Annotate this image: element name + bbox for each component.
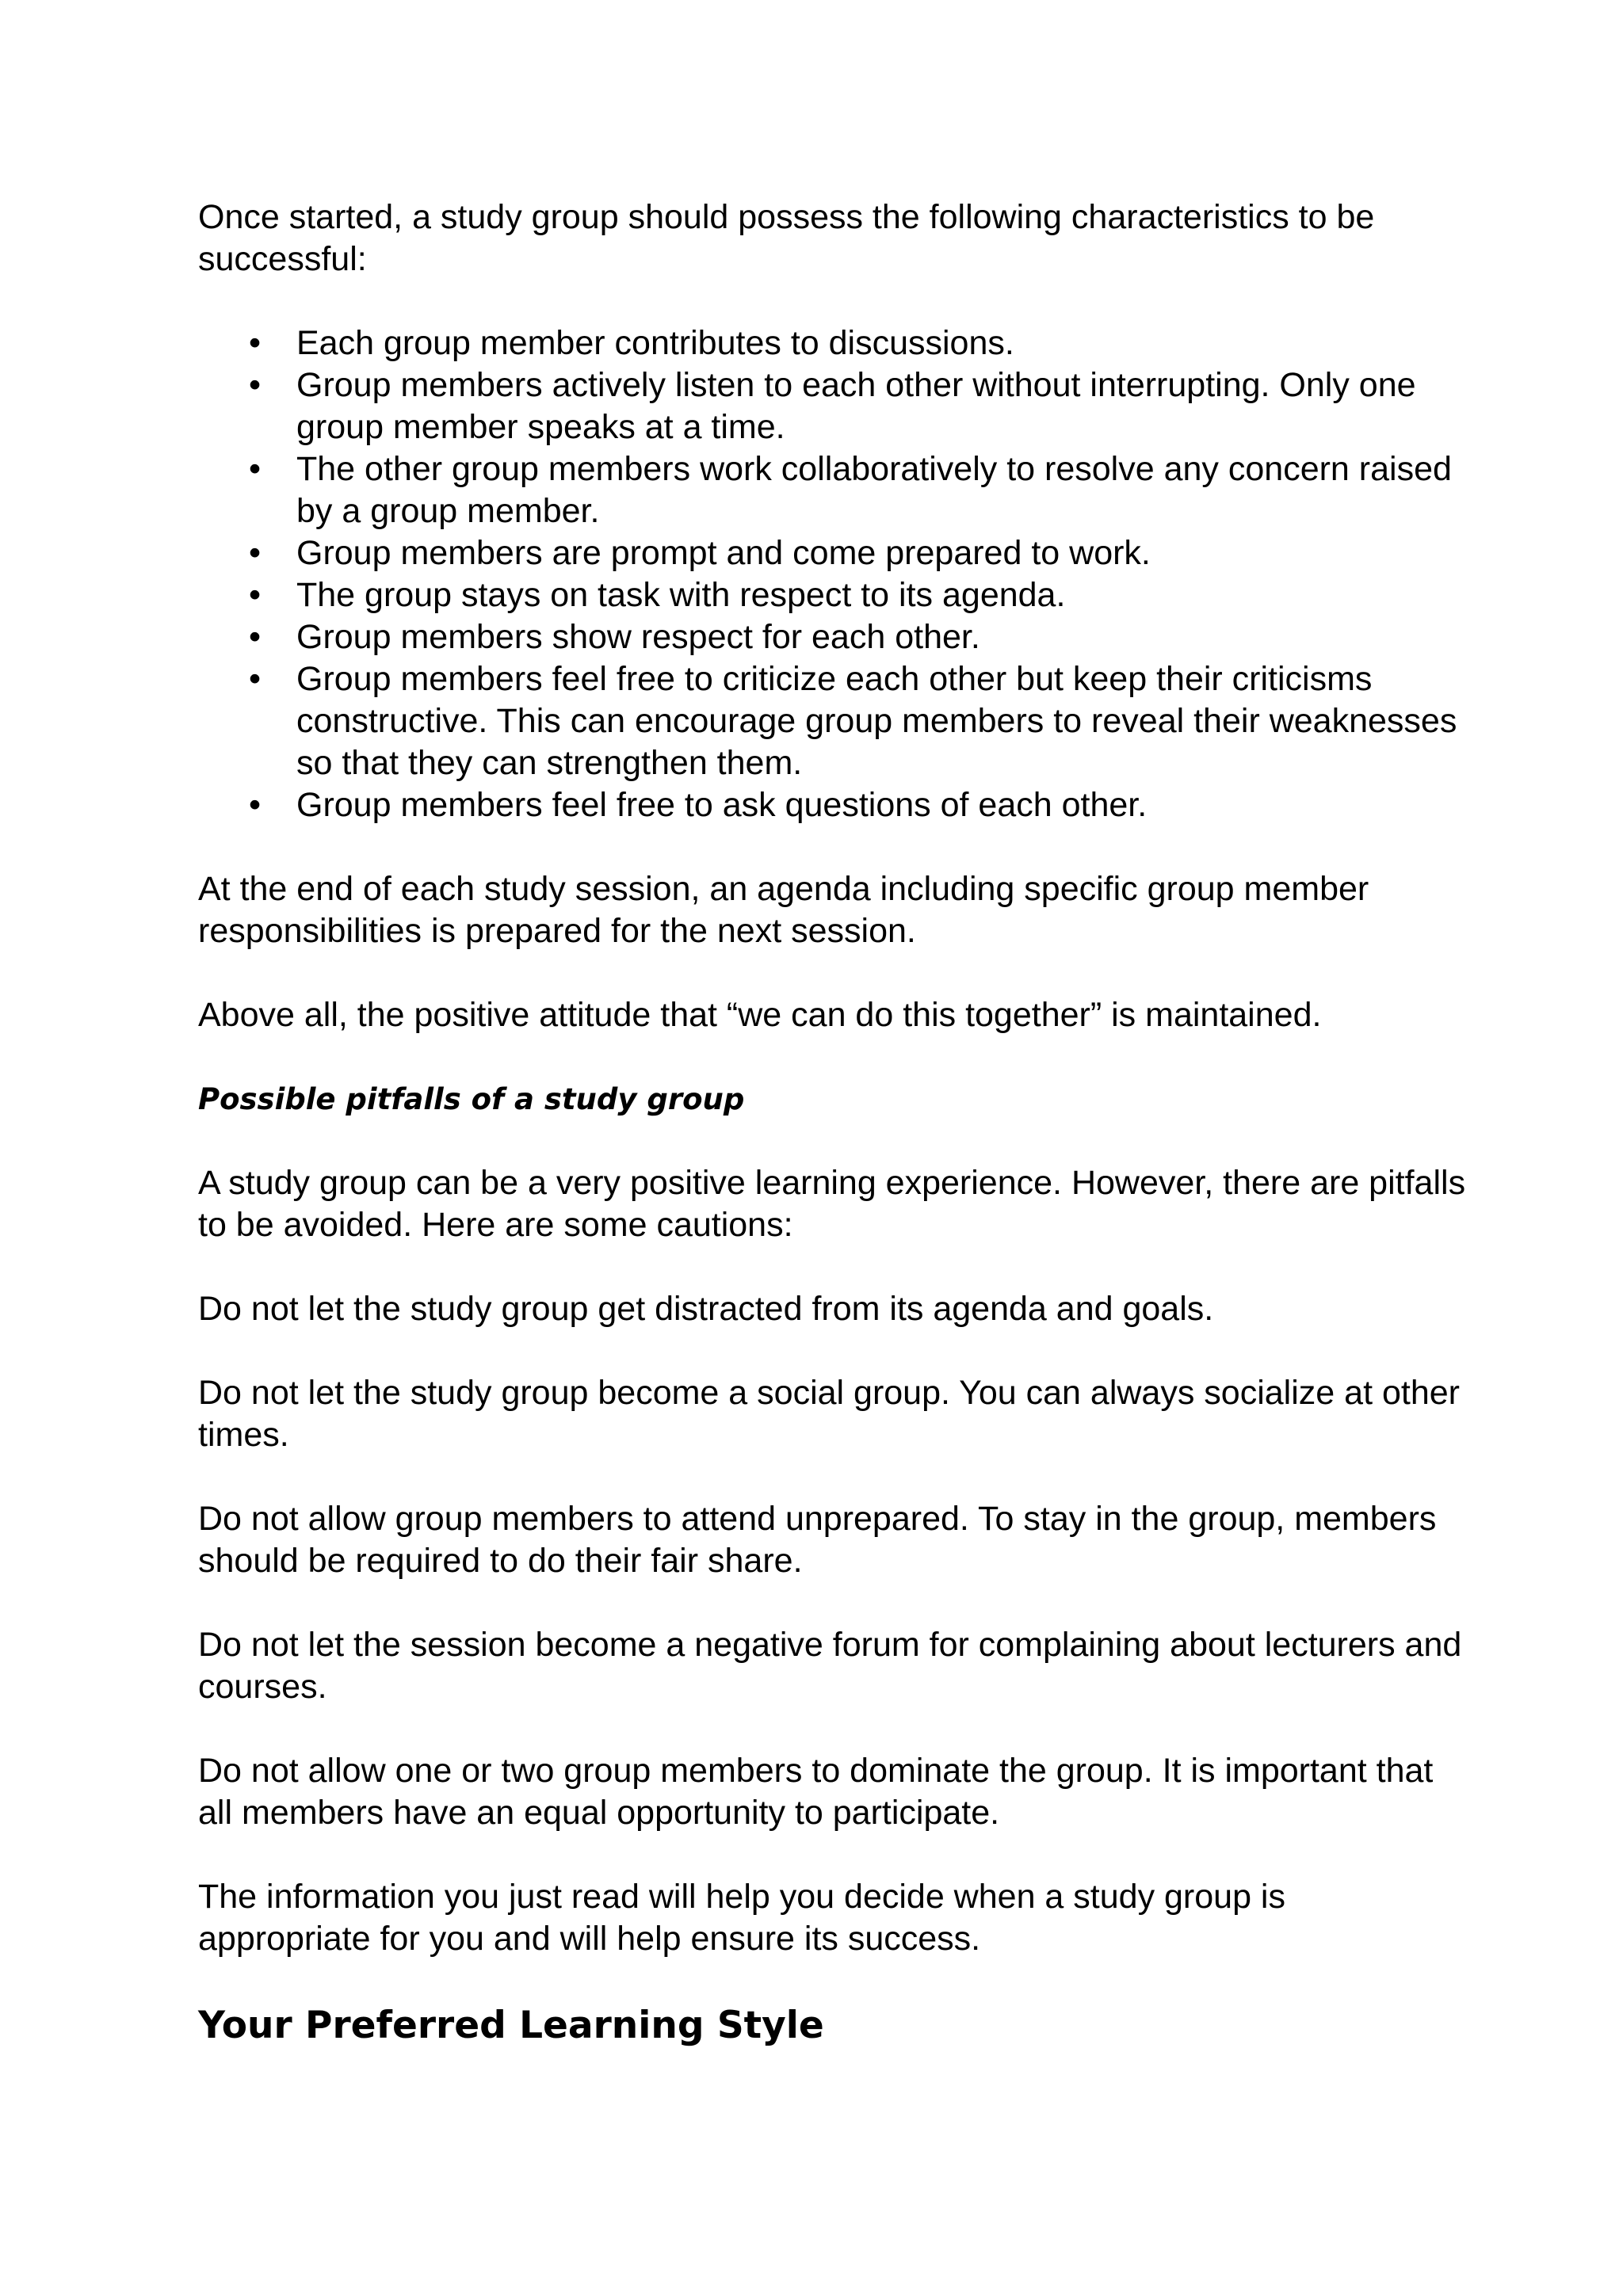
pitfalls-heading: Possible pitfalls of a study group	[198, 1082, 745, 1116]
list-item-text: The other group members work collaboratively to resolve any concern raised by a group member.	[296, 450, 1452, 530]
list-item-text: Group members feel free to criticize each other but keep their criticisms constructive. This can encourage group members to reveal their weaknesses so that they can strengthen them.	[296, 660, 1457, 782]
list-item-text: The group stays on task with respect to its agenda.	[296, 576, 1066, 614]
section-heading: Your Preferred Learning Style	[198, 2004, 824, 2047]
bullet-icon: •	[249, 618, 262, 656]
pitfalls-intro-paragraph: A study group can be a very positive learning experience. However, there are pitfalls to be avoided. Here are some cautions:	[198, 1164, 1466, 1244]
list-item-text: Group members show respect for each other.	[296, 618, 980, 656]
bullet-icon: •	[249, 576, 262, 614]
bullet-icon: •	[249, 786, 262, 824]
caution-paragraph: Do not allow one or two group members to dominate the group. It is important that all members have an equal opportunity to participate.	[198, 1752, 1434, 1832]
list-item	[198, 658, 1466, 784]
bullet-icon: •	[249, 366, 262, 404]
list-item	[198, 322, 1466, 364]
bullet-icon: •	[249, 324, 262, 362]
caution-paragraph: Do not let the study group become a social group. You can always socialize at other times.	[198, 1374, 1460, 1454]
characteristics-list	[198, 322, 1466, 826]
agenda-paragraph: At the end of each study session, an agenda including specific group member responsibilities is prepared for the next session.	[198, 870, 1369, 950]
list-item	[198, 616, 1466, 658]
list-item	[198, 532, 1466, 574]
list-item-text: Each group member contributes to discussions.	[296, 324, 1014, 362]
list-item-text: Group members actively listen to each other without interrupting. Only one group member speaks at a time.	[296, 366, 1416, 446]
caution-paragraph: Do not let the session become a negative forum for complaining about lecturers and courses.	[198, 1626, 1462, 1706]
list-item-text: Group members are prompt and come prepared to work.	[296, 534, 1151, 572]
list-item	[198, 448, 1466, 532]
bullet-icon: •	[249, 450, 262, 488]
bullet-icon: •	[249, 660, 262, 698]
attitude-paragraph: Above all, the positive attitude that “we can do this together” is maintained.	[198, 996, 1322, 1034]
list-item	[198, 574, 1466, 616]
list-item	[198, 364, 1466, 448]
document-page	[198, 196, 1466, 2081]
caution-paragraph: Do not let the study group get distracted from its agenda and goals.	[198, 1290, 1214, 1328]
intro-paragraph: Once started, a study group should possess the following characteristics to be successful:	[198, 198, 1375, 278]
bullet-icon: •	[249, 534, 262, 572]
caution-paragraph: Do not allow group members to attend unprepared. To stay in the group, members should be required to do their fair share.	[198, 1500, 1437, 1580]
closing-paragraph: The information you just read will help you decide when a study group is appropriate for you and will help ensure its success.	[198, 1878, 1285, 1958]
list-item-text: Group members feel free to ask questions of each other.	[296, 786, 1148, 824]
list-item	[198, 784, 1466, 826]
